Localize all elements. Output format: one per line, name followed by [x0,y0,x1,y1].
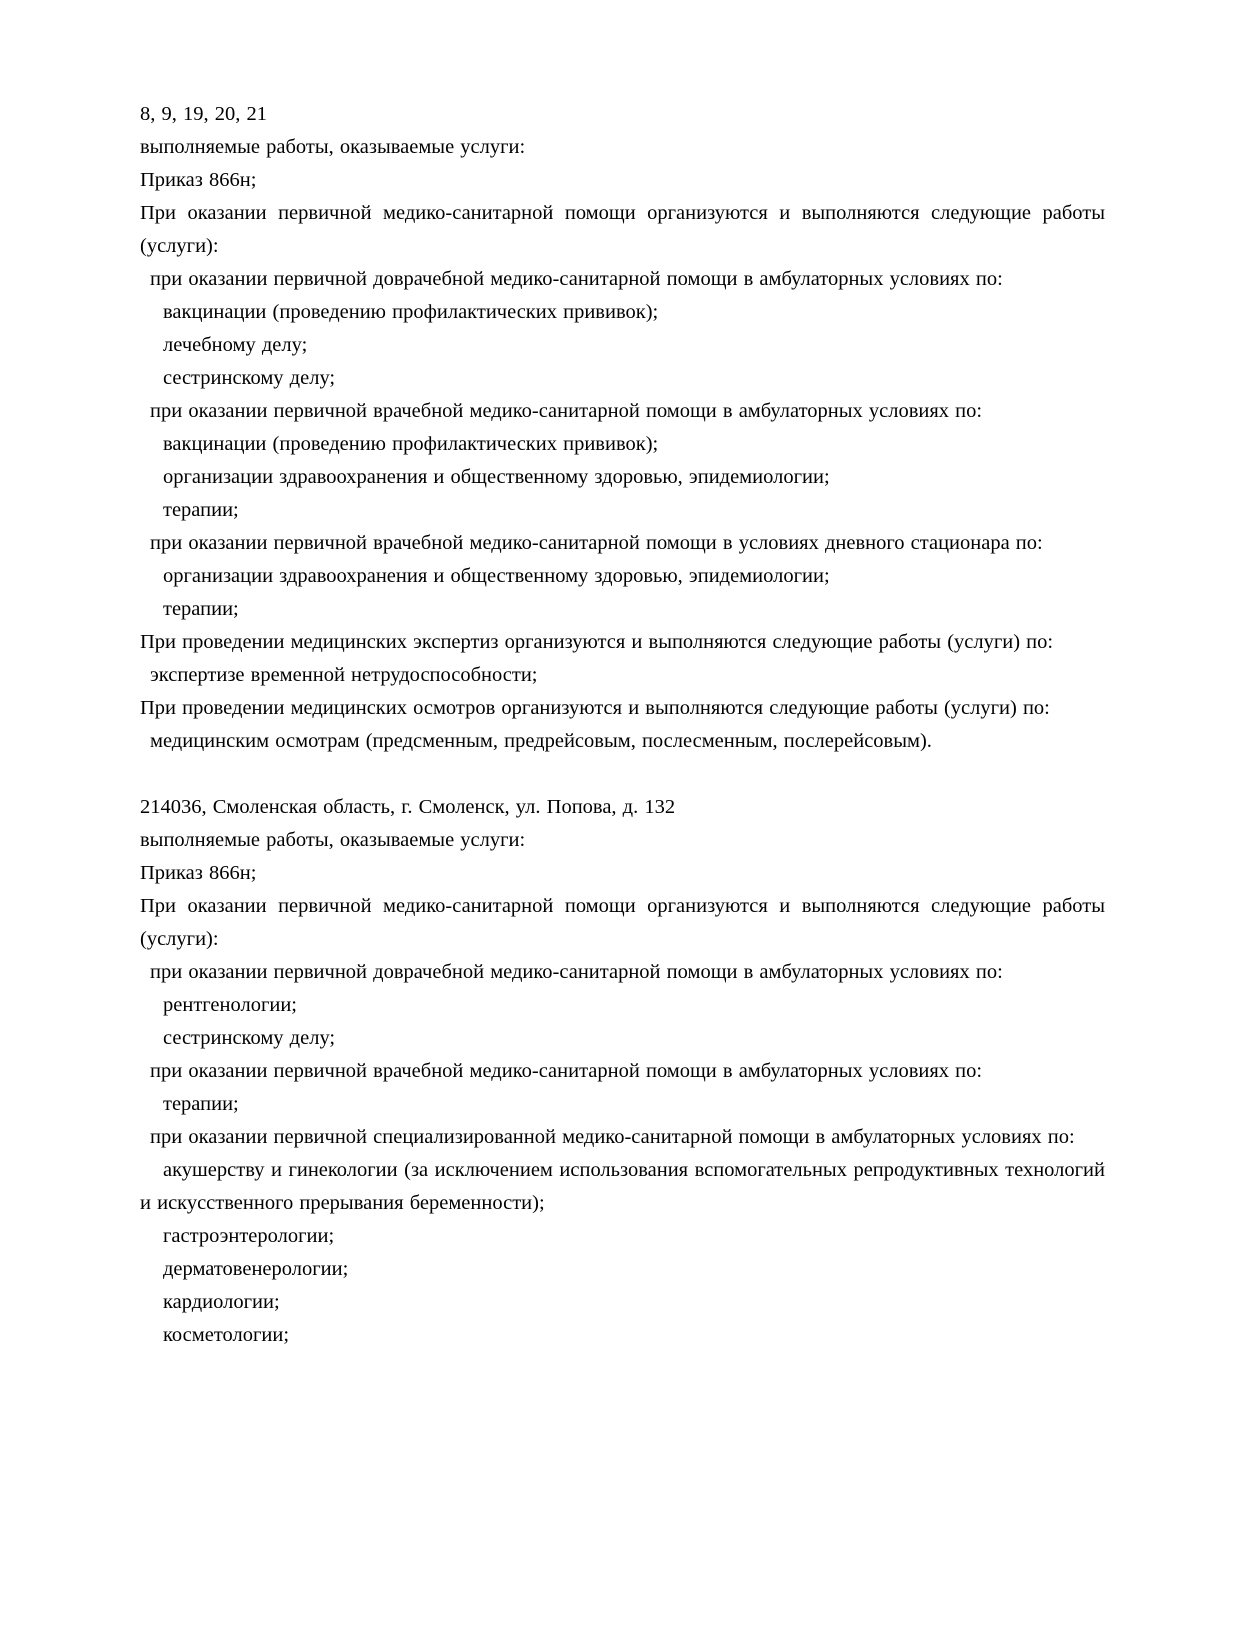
document-line: сестринскому делу; [163,1027,336,1049]
document-line: гастроэнтерологии; [163,1225,335,1247]
document-line: организации здравоохранения и общественному здоровью, эпидемиологии; [163,565,830,587]
document-line: При оказании первичной медико-санитарной помощи организуются и выполняются следующие работы (услуги): [140,202,1105,257]
document-line: Приказ 866н; [140,169,257,191]
document-line: Приказ 866н; [140,862,257,884]
document-line: кардиологии; [163,1291,280,1313]
document-line: при оказании первичной врачебной медико-санитарной помощи в условиях дневного стационара по: [150,532,1043,554]
document-line: лечебному делу; [163,334,308,356]
document-line: при оказании первичной врачебной медико-санитарной помощи в амбулаторных условиях по: [150,400,983,422]
text-block-1 [140,98,1105,758]
document-line: При оказании первичной медико-санитарной помощи организуются и выполняются следующие работы (услуги): [140,895,1105,950]
document-line: При проведении медицинских экспертиз организуются и выполняются следующие работы (услуги) по: [140,631,1054,653]
document-line: дерматовенерологии; [163,1258,349,1280]
document-line: при оказании первичной врачебной медико-санитарной помощи в амбулаторных условиях по: [150,1060,983,1082]
document-line: медицинским осмотрам (предсменным, предрейсовым, послесменным, послерейсовым). [150,730,932,752]
document-line: рентгенологии; [163,994,297,1016]
document-line: вакцинации (проведению профилактических прививок); [163,433,659,455]
document-body [140,98,1105,1385]
document-line: выполняемые работы, оказываемые услуги: [140,136,526,158]
document-line: выполняемые работы, оказываемые услуги: [140,829,526,851]
document-line: при оказании первичной специализированной медико-санитарной помощи в амбулаторных условиях по: [150,1126,1075,1148]
document-line: При проведении медицинских осмотров организуются и выполняются следующие работы (услуги) по: [140,697,1050,719]
document-line: 214036, Смоленская область, г. Смоленск, ул. Попова, д. 132 [140,796,676,818]
document-line: вакцинации (проведению профилактических прививок); [163,301,659,323]
document-line: акушерству и гинекологии (за исключением использования вспомогательных репродуктивных технологий и искусственного прерывания беременности); [140,1159,1105,1214]
document-line: при оказании первичной доврачебной медико-санитарной помощи в амбулаторных условиях по: [150,961,1003,983]
document-line: при оказании первичной доврачебной медико-санитарной помощи в амбулаторных условиях по: [150,268,1003,290]
document-line: экспертизе временной нетрудоспособности; [150,664,538,686]
document-line: 8, 9, 19, 20, 21 [140,103,267,125]
document-line: сестринскому делу; [163,367,336,389]
document-line: терапии; [163,598,239,620]
document-line: организации здравоохранения и общественному здоровью, эпидемиологии; [163,466,830,488]
document-line: косметологии; [163,1324,290,1346]
document-line: терапии; [163,1093,239,1115]
document-line: терапии; [163,499,239,521]
text-block-2 [140,791,1105,1352]
